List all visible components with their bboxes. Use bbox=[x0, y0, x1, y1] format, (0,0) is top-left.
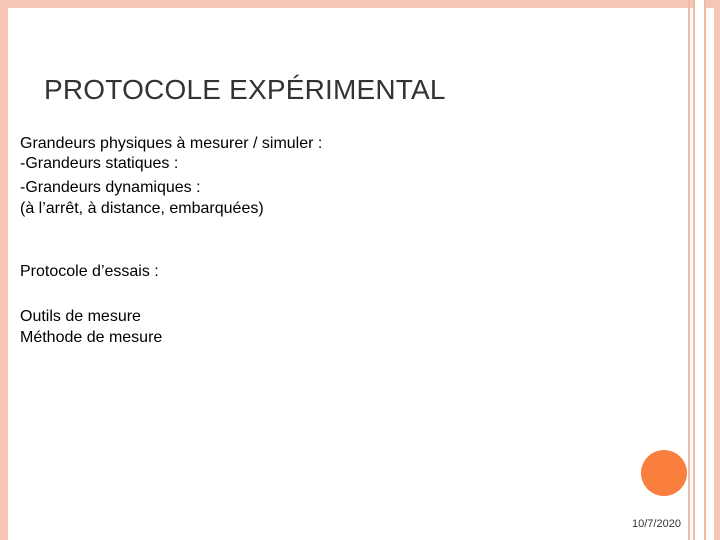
decorative-vertical-line bbox=[704, 0, 706, 540]
body-line-grandeurs-physiques: Grandeurs physiques à mesurer / simuler : bbox=[20, 135, 323, 152]
decorative-vertical-line bbox=[693, 0, 695, 540]
frame-right-border bbox=[714, 0, 720, 540]
slide-title: PROTOCOLE EXPÉRIMENTAL bbox=[44, 74, 446, 105]
body-line-grandeurs-dynamiques: -Grandeurs dynamiques : bbox=[20, 179, 201, 196]
body-line-methode-mesure: Méthode de mesure bbox=[20, 329, 163, 346]
slide-date: 10/7/2020 bbox=[632, 518, 681, 530]
body-line-protocole-essais: Protocole d’essais : bbox=[20, 263, 159, 280]
frame-left-border bbox=[0, 0, 8, 540]
body-line-conditions: (à l’arrêt, à distance, embarquées) bbox=[20, 200, 264, 217]
body-line-grandeurs-statiques: -Grandeurs statiques : bbox=[20, 155, 179, 172]
frame-top-border bbox=[0, 0, 720, 8]
body-line-outils-mesure: Outils de mesure bbox=[20, 308, 141, 325]
decorative-vertical-line bbox=[688, 0, 690, 540]
decorative-gap-strip bbox=[695, 0, 704, 540]
decorative-orange-circle bbox=[641, 450, 687, 496]
